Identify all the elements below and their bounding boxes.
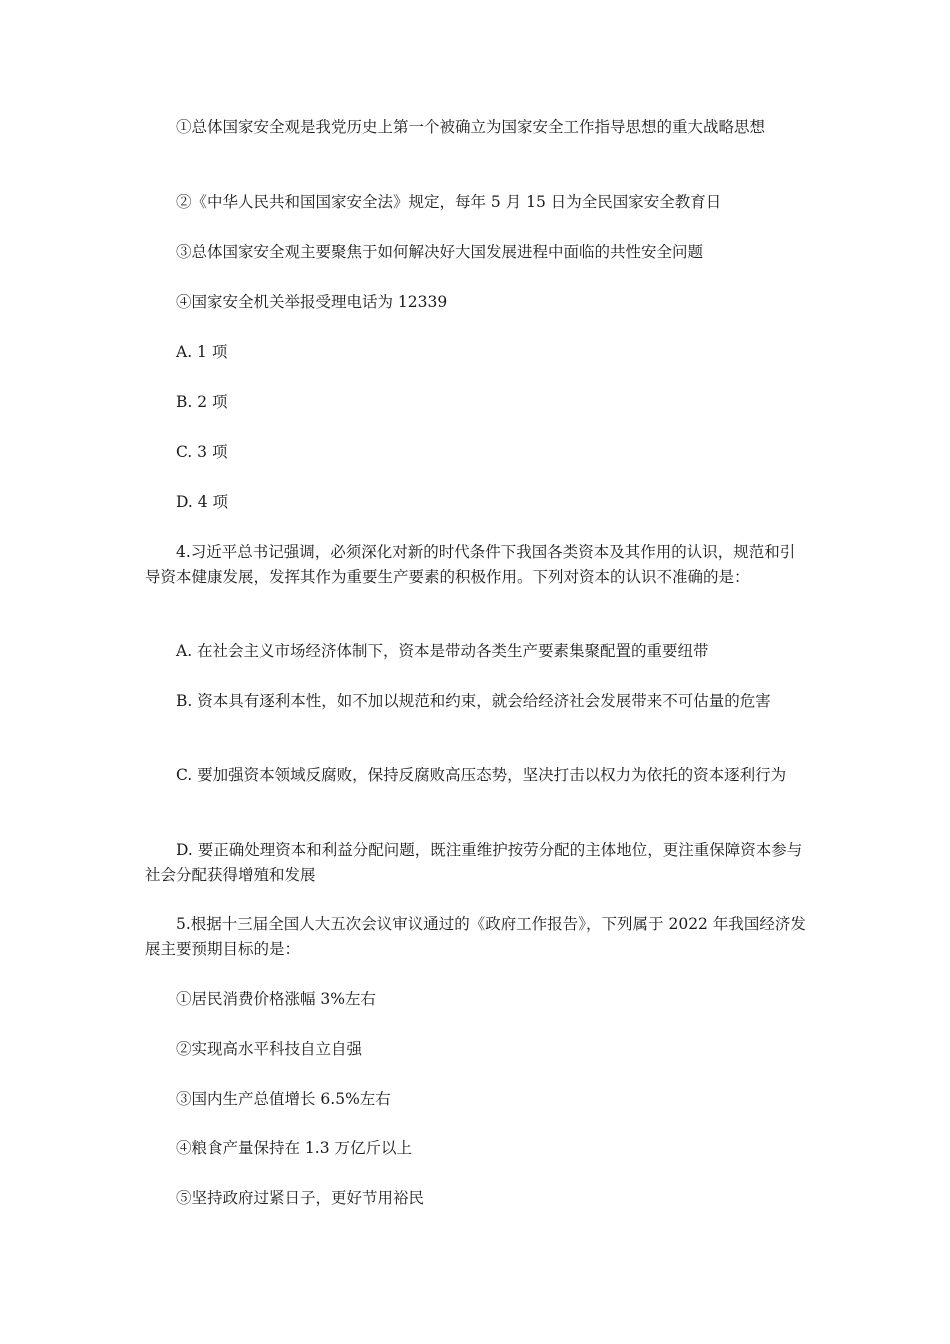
q5-item-2: ②实现高水平科技自立自强 — [176, 1040, 363, 1058]
statement-2: ②《中华人民共和国国家安全法》规定，每年 5 月 15 日为全民国家安全教育日 — [176, 193, 722, 211]
question-4: 4.习近平总书记强调，必须深化对新的时代条件下我国各类资本及其作用的认识，规范和引导资本健康发展，发挥其作为重要生产要素的积极作用。下列对资本的认识不准确的是： — [145, 543, 796, 586]
statement-1: ①总体国家安全观是我党历史上第一个被确立为国家安全工作指导思想的重大战略思想 — [176, 118, 766, 136]
statement-4: ④国家安全机关举报受理电话为 12339 — [176, 293, 448, 311]
option-b: B. 2 项 — [176, 393, 228, 411]
option-c: C. 3 项 — [176, 443, 228, 461]
q5-item-4: ④粮食产量保持在 1.3 万亿斤以上 — [176, 1139, 413, 1157]
q5-item-3: ③国内生产总值增长 6.5%左右 — [176, 1090, 391, 1108]
question-5: 5.根据十三届全国人大五次会议审议通过的《政府工作报告》，下列属于 2022 年我国经济发展主要预期目标的是： — [145, 915, 806, 958]
option-d: D. 4 项 — [176, 493, 229, 511]
q4-option-b: B. 资本具有逐利本性，如不加以规范和约束，就会给经济社会发展带来不可估量的危害 — [176, 692, 771, 710]
q5-item-1: ①居民消费价格涨幅 3%左右 — [176, 990, 377, 1008]
q4-option-a: A. 在社会主义市场经济体制下，资本是带动各类生产要素集聚配置的重要纽带 — [176, 642, 709, 660]
option-a: A. 1 项 — [176, 343, 228, 361]
q4-option-d: D. 要正确处理资本和利益分配问题，既注重维护按劳分配的主体地位，更注重保障资本参与社会分配获得增殖和发展 — [145, 841, 803, 884]
q4-option-c: C. 要加强资本领域反腐败，保持反腐败高压态势，坚决打击以权力为依托的资本逐利行为 — [176, 766, 787, 784]
q5-item-5: ⑤坚持政府过紧日子，更好节用裕民 — [176, 1189, 425, 1207]
statement-3: ③总体国家安全观主要聚焦于如何解决好大国发展进程中面临的共性安全问题 — [176, 243, 704, 261]
